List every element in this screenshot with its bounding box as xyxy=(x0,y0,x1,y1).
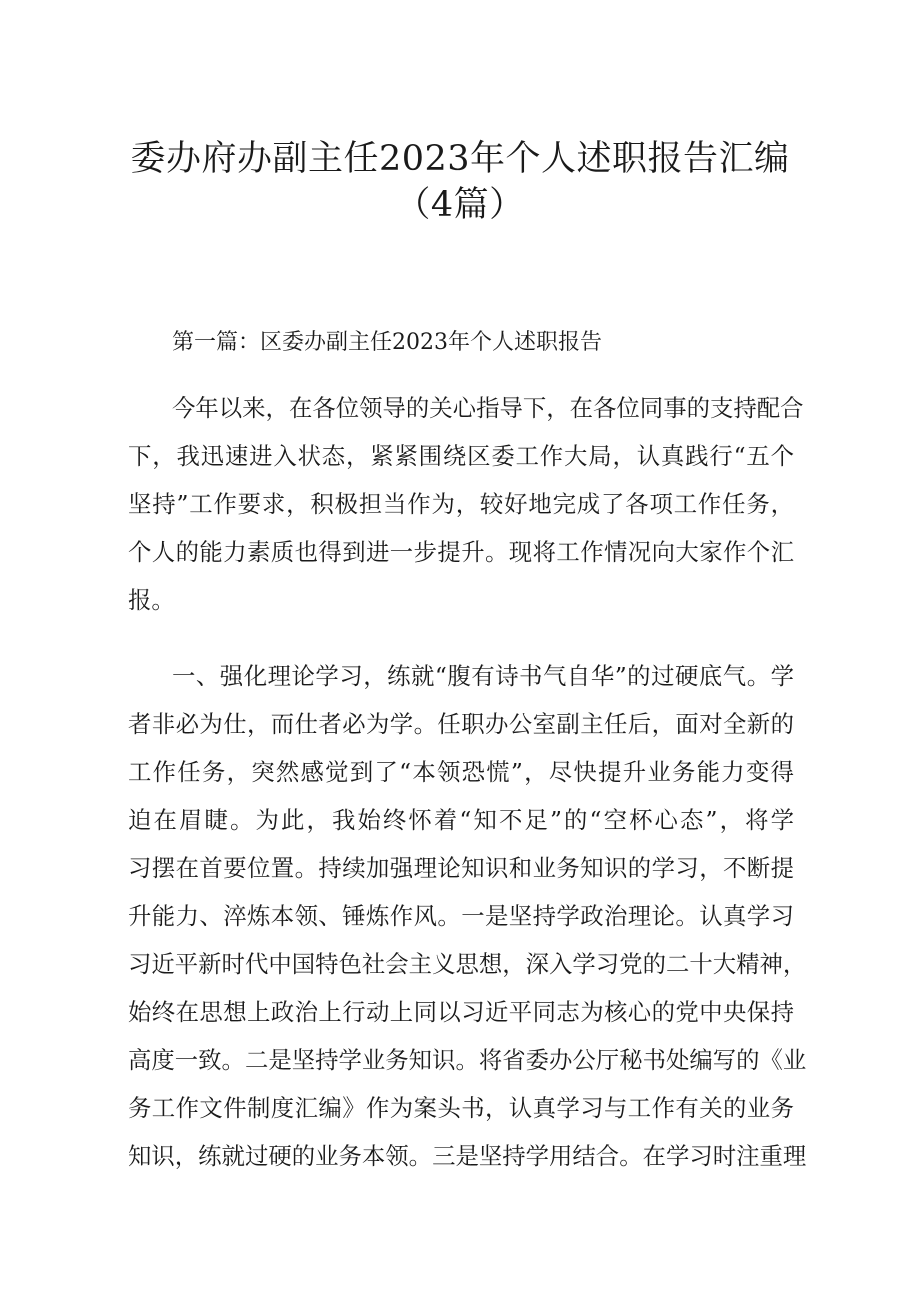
paragraph-line: 一、强化理论学习，练就“腹有诗书气自华”的过硬底气。学 xyxy=(172,662,794,690)
title-line-2: （4篇） xyxy=(395,185,525,225)
paragraph-line: 坚持”工作要求，积极担当作为，较好地完成了各项工作任务， xyxy=(128,490,794,518)
document-title xyxy=(120,136,800,228)
paragraph-line: 下，我迅速进入状态，紧紧围绕区委工作大局，认真践行“五个 xyxy=(128,442,794,470)
paragraph-line: 者非必为仕，而仕者必为学。任职办公室副主任后，面对全新的 xyxy=(128,710,794,738)
paragraph-line: 习摆在首要位置。持续加强理论知识和业务知识的学习，不断提 xyxy=(128,854,794,882)
paragraph-line: 始终在思想上政治上行动上同以习近平同志为核心的党中央保持 xyxy=(128,998,794,1026)
paragraph-line: 习近平新时代中国特色社会主义思想，深入学习党的二十大精神， xyxy=(128,950,807,978)
paragraph-line: 高度一致。二是坚持学业务知识。将省委办公厅秘书处编写的《业 xyxy=(128,1046,807,1074)
paragraph-line: 报。 xyxy=(128,586,175,614)
paragraph-line: 迫在眉睫。为此，我始终怀着“知不足”的“空杯心态”，将学 xyxy=(128,806,794,834)
paragraph-line: 个人的能力素质也得到进一步提升。现将工作情况向大家作个汇 xyxy=(128,538,794,566)
paragraph-line: 务工作文件制度汇编》作为案头书，认真学习与工作有关的业务 xyxy=(128,1094,794,1122)
paragraph-line: 知识，练就过硬的业务本领。三是坚持学用结合。在学习时注重理 xyxy=(128,1142,807,1170)
title-line-1: 委办府办副主任2023年个人述职报告汇编 xyxy=(130,139,790,179)
paragraph-line: 今年以来，在各位领导的关心指导下，在各位同事的支持配合 xyxy=(172,394,804,422)
paragraph-section-one xyxy=(128,652,807,1180)
paragraph-intro xyxy=(128,384,804,624)
paragraph-line: 工作任务，突然感觉到了“本领恐慌”，尽快提升业务能力变得 xyxy=(128,758,794,786)
section-heading: 第一篇：区委办副主任2023年个人述职报告 xyxy=(172,330,602,355)
paragraph-line: 升能力、淬炼本领、锤炼作风。一是坚持学政治理论。认真学习 xyxy=(128,902,794,930)
